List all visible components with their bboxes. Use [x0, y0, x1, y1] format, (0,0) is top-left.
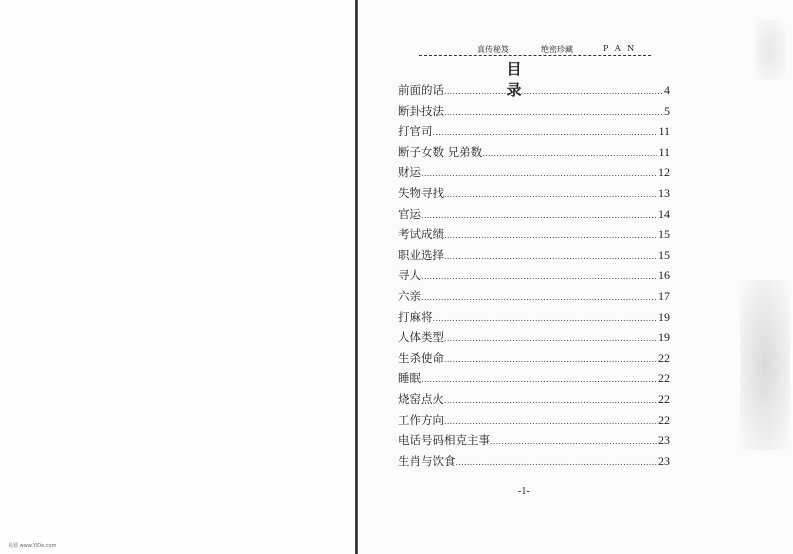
toc-entry-page: 23 [658, 453, 670, 468]
toc-entry-title: 断子女数 兄弟数 [398, 144, 483, 159]
toc-dot-leader [444, 329, 657, 350]
page-header [419, 44, 651, 56]
toc-entry-title: 打官司 [398, 124, 433, 139]
toc-entry-title: 睡眠 [398, 371, 421, 386]
toc-dot-leader [444, 82, 663, 103]
toc-entry[interactable] [398, 307, 670, 328]
toc-entry[interactable] [398, 389, 670, 410]
page-number: -1- [518, 486, 530, 497]
toc-entry-page: 14 [658, 206, 670, 221]
toc-entry[interactable] [398, 368, 670, 389]
toc-dot-leader [421, 206, 657, 227]
toc-entry-title: 断卦技法 [398, 103, 444, 118]
toc-entry-title: 人体类型 [398, 330, 444, 345]
toc-entry-title: 生杀使命 [398, 350, 444, 365]
toc-entry-page: 15 [658, 227, 670, 242]
table-of-contents [398, 80, 670, 471]
toc-entry-page: 22 [658, 391, 670, 406]
toc-dot-leader [444, 350, 657, 371]
toc-entry-title: 烧窑点火 [398, 391, 444, 406]
header-middle-text: 绝密珍藏 [541, 45, 573, 54]
footer-watermark: 易德 www.YiDe.com [8, 543, 57, 549]
toc-dot-leader [490, 432, 657, 453]
toc-entry-title: 电话号码相克主事 [398, 433, 490, 448]
toc-entry-page: 22 [658, 350, 670, 365]
toc-entry-title: 官运 [398, 206, 421, 221]
toc-dot-leader [444, 412, 657, 433]
toc-entry-title: 职业选择 [398, 247, 444, 262]
toc-dot-leader [482, 144, 657, 165]
toc-entry[interactable] [398, 80, 670, 101]
toc-dot-leader [456, 453, 658, 474]
toc-entry-page: 5 [664, 103, 670, 118]
toc-dot-leader [444, 103, 663, 124]
toc-entry[interactable] [398, 142, 670, 163]
toc-dot-leader [444, 247, 657, 268]
header-left-text: 真传秘笈 [477, 45, 509, 54]
toc-entry-title: 打麻将 [398, 309, 433, 324]
toc-entry-page: 4 [664, 83, 670, 97]
toc-entry-page: 22 [658, 371, 670, 386]
toc-dot-leader [421, 164, 657, 185]
book-spine [355, 0, 358, 554]
toc-entry[interactable] [398, 327, 670, 348]
toc-dot-leader [421, 267, 657, 288]
toc-entry[interactable] [398, 265, 670, 286]
toc-entry-page: 23 [658, 433, 670, 448]
toc-dot-leader [433, 123, 658, 144]
scan-smudge [755, 20, 785, 80]
toc-entry[interactable] [398, 430, 670, 451]
toc-entry-title: 寻人 [398, 268, 421, 283]
toc-dot-leader [421, 288, 657, 309]
toc-entry[interactable] [398, 245, 670, 266]
toc-entry[interactable] [398, 410, 670, 431]
toc-entry-title: 失物寻找 [398, 185, 444, 200]
toc-entry[interactable] [398, 101, 670, 122]
toc-entry-page: 13 [658, 185, 670, 200]
toc-entry[interactable] [398, 451, 670, 472]
toc-entry[interactable] [398, 204, 670, 225]
toc-entry-page: 16 [658, 268, 670, 283]
toc-title: 目 录 [506, 60, 534, 99]
left-page [0, 0, 358, 554]
header-right-text: P A N [603, 44, 637, 53]
toc-entry[interactable] [398, 286, 670, 307]
toc-entry-title: 前面的话 [398, 83, 444, 97]
toc-entry[interactable] [398, 224, 670, 245]
toc-entry-page: 12 [658, 165, 670, 180]
toc-entry-page: 17 [658, 288, 670, 303]
toc-entry-title: 生肖与饮食 [398, 453, 456, 468]
toc-dot-leader [421, 370, 657, 391]
toc-entry[interactable] [398, 348, 670, 369]
toc-entry-title: 六亲 [398, 288, 421, 303]
toc-entry-title: 考试成绩 [398, 227, 444, 242]
toc-entry-page: 15 [658, 247, 670, 262]
toc-dot-leader [444, 391, 657, 412]
toc-entry[interactable] [398, 162, 670, 183]
toc-dot-leader [444, 185, 657, 206]
toc-entry[interactable] [398, 121, 670, 142]
toc-entry-page: 11 [658, 144, 670, 159]
toc-entry-page: 19 [658, 309, 670, 324]
toc-entry[interactable] [398, 183, 670, 204]
toc-entry-page: 11 [658, 124, 670, 139]
toc-entry-title: 财运 [398, 165, 421, 180]
toc-entry-title: 工作方向 [398, 412, 444, 427]
scan-smudge [740, 280, 790, 450]
toc-dot-leader [433, 309, 658, 330]
toc-entry-page: 22 [658, 412, 670, 427]
toc-dot-leader [444, 226, 657, 247]
toc-entry-page: 19 [658, 330, 670, 345]
